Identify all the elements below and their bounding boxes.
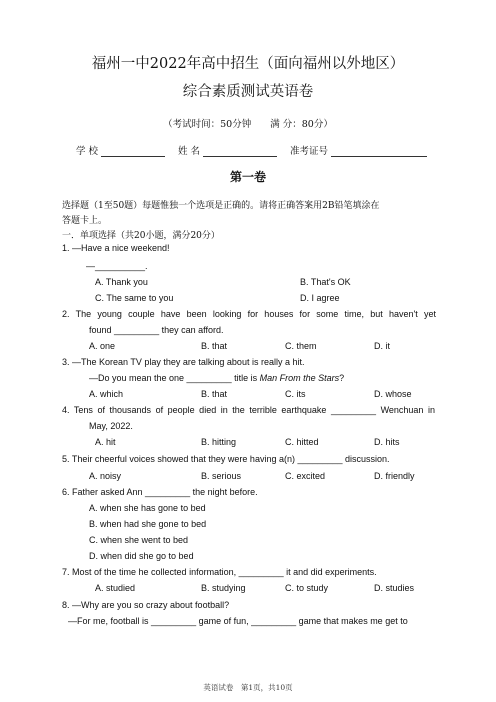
question-3-reply: [89, 373, 344, 383]
question-4-stem: 4. Tens of thousands of people died in the terrible earthquake _________ Wenchuan in: [62, 405, 435, 415]
question-3-reply-text: —Do you mean the one _________ title is: [89, 373, 260, 383]
q1-option-d[interactable]: D. I agree: [300, 293, 340, 303]
q2-option-a[interactable]: A. one: [89, 341, 116, 351]
q3-option-d[interactable]: D. whose: [374, 389, 412, 399]
name-label: 姓 名: [178, 146, 201, 157]
school-field: [76, 143, 165, 157]
school-blank: [101, 145, 165, 157]
q3-option-a[interactable]: A. which: [89, 389, 124, 399]
paper-subtitle: 综合素质测试英语卷: [182, 84, 314, 100]
question-5-stem: 5. Their cheerful voices showed that they were having a(n) _________ discussion.: [62, 454, 390, 464]
q6-option-b[interactable]: B. when had she gone to bed: [89, 519, 207, 529]
instructions-line-2: 答题卡上。: [62, 216, 108, 226]
paper-title: 福州一中2022年高中招生（面向福州以外地区）: [91, 56, 405, 72]
id-label: 准考证号: [290, 146, 329, 157]
section-title: 第一卷: [229, 170, 266, 184]
q2-option-d[interactable]: D. it: [374, 341, 391, 351]
question-3-stem: 3. —The Korean TV play they are talking about is really a hit.: [62, 357, 305, 367]
name-blank: [203, 145, 277, 157]
question-8-stem: 8. —Why are you so crazy about football?: [62, 600, 230, 610]
id-blank: [331, 145, 427, 157]
q3-option-c[interactable]: C. its: [285, 389, 306, 399]
q4-option-b[interactable]: B. hitting: [201, 437, 237, 447]
q5-option-a[interactable]: A. noisy: [89, 471, 122, 481]
q4-option-a[interactable]: A. hit: [95, 437, 116, 447]
name-field: [178, 143, 277, 157]
part-heading: 一．单项选择（共20小题，满分20分）: [62, 231, 220, 241]
q7-option-a[interactable]: A. studied: [95, 583, 136, 593]
q5-option-c[interactable]: C. excited: [285, 471, 326, 481]
exam-info: （考试时间：50分钟 满 分：80分）: [163, 119, 333, 130]
question-7-stem: 7. Most of the time he collected information, _________ it and did experiments.: [62, 567, 377, 577]
question-6-stem: 6. Father asked Ann _________ the night before.: [62, 487, 258, 497]
question-1-reply: —__________.: [86, 261, 148, 271]
q5-option-d[interactable]: D. friendly: [374, 471, 415, 481]
question-2-stem: 2. The young couple have been looking for houses for some time, but haven't yet: [62, 309, 436, 319]
question-3-qmark: ?: [339, 373, 345, 383]
q7-option-d[interactable]: D. studies: [374, 583, 415, 593]
q6-option-a[interactable]: A. when she has gone to bed: [89, 503, 206, 513]
q1-option-b[interactable]: B. That's OK: [300, 277, 351, 287]
q7-option-b[interactable]: B. studying: [201, 583, 246, 593]
page-footer: 英语试卷 第1页，共10页: [203, 683, 293, 692]
instructions-line-1: 选择题（1至50题）每题惟独一个选项是正确的。请将正确答案用2B铅笔填涂在: [62, 201, 380, 211]
question-1-stem: 1. —Have a nice weekend!: [62, 243, 170, 253]
question-3-show-title: Man From the Stars: [259, 373, 340, 383]
q6-option-c[interactable]: C. when she went to bed: [89, 535, 189, 545]
q4-option-d[interactable]: D. hits: [374, 437, 400, 447]
school-label: 学 校: [76, 146, 99, 157]
q6-option-d[interactable]: D. when did she go to bed: [89, 551, 194, 561]
question-4-stem-cont: May, 2022.: [89, 421, 133, 431]
id-field: [290, 143, 427, 157]
q7-option-c[interactable]: C. to study: [285, 583, 329, 593]
q5-option-b[interactable]: B. serious: [201, 471, 242, 481]
q3-option-b[interactable]: B. that: [201, 389, 228, 399]
q4-option-c[interactable]: C. hitted: [285, 437, 319, 447]
question-2-stem-cont: found _________ they can afford.: [89, 325, 224, 335]
q1-option-c[interactable]: C. The same to you: [95, 293, 174, 303]
q1-option-a[interactable]: A. Thank you: [95, 277, 148, 287]
q2-option-c[interactable]: C. them: [285, 341, 317, 351]
q2-option-b[interactable]: B. that: [201, 341, 228, 351]
question-8-reply: —For me, football is _________ game of fun, _________ game that makes me get to: [68, 616, 408, 626]
